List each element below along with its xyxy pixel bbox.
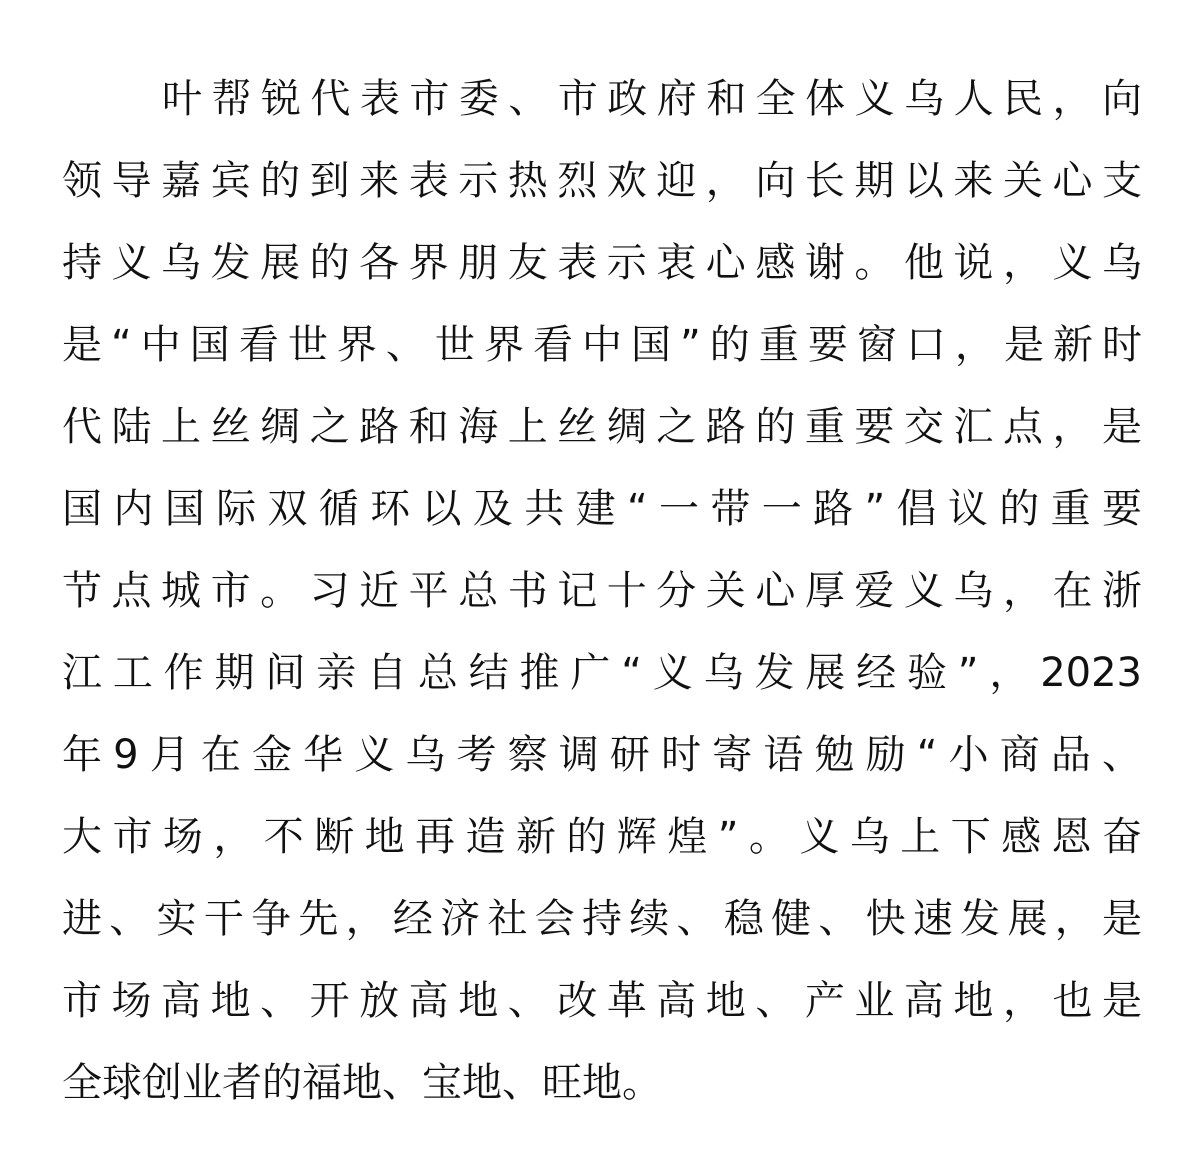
text-line: 国内国际双循环以及共建“一带一路”倡议的重要 — [62, 486, 1142, 532]
text-line: 代陆上丝绸之路和海上丝绸之路的重要交汇点，是 — [62, 404, 1142, 450]
text-line: 进、实干争先，经济社会持续、稳健、快速发展，是 — [62, 896, 1142, 942]
text-line: 领导嘉宾的到来表示热烈欢迎，向长期以来关心支 — [62, 158, 1142, 204]
text-line: 是“中国看世界、世界看中国”的重要窗口，是新时 — [62, 322, 1142, 368]
text-line: 市场高地、开放高地、改革高地、产业高地，也是 — [62, 978, 1142, 1024]
text-line: 年9月在金华义乌考察调研时寄语勉励“小商品、 — [62, 732, 1142, 778]
text-line: 全球创业者的福地、宝地、旺地。 — [62, 1060, 662, 1106]
text-line: 持义乌发展的各界朋友表示衷心感谢。他说，义乌 — [62, 240, 1142, 286]
text-line: 江工作期间亲自总结推广“义乌发展经验”，2023 — [62, 650, 1142, 696]
text-line: 节点城市。习近平总书记十分关心厚爱义乌，在浙 — [62, 568, 1142, 614]
text-line: 大市场，不断地再造新的辉煌”。义乌上下感恩奋 — [62, 814, 1142, 860]
article-paragraph — [62, 58, 1142, 1124]
text-line: 叶帮锐代表市委、市政府和全体义乌人民，向 — [162, 76, 1142, 122]
